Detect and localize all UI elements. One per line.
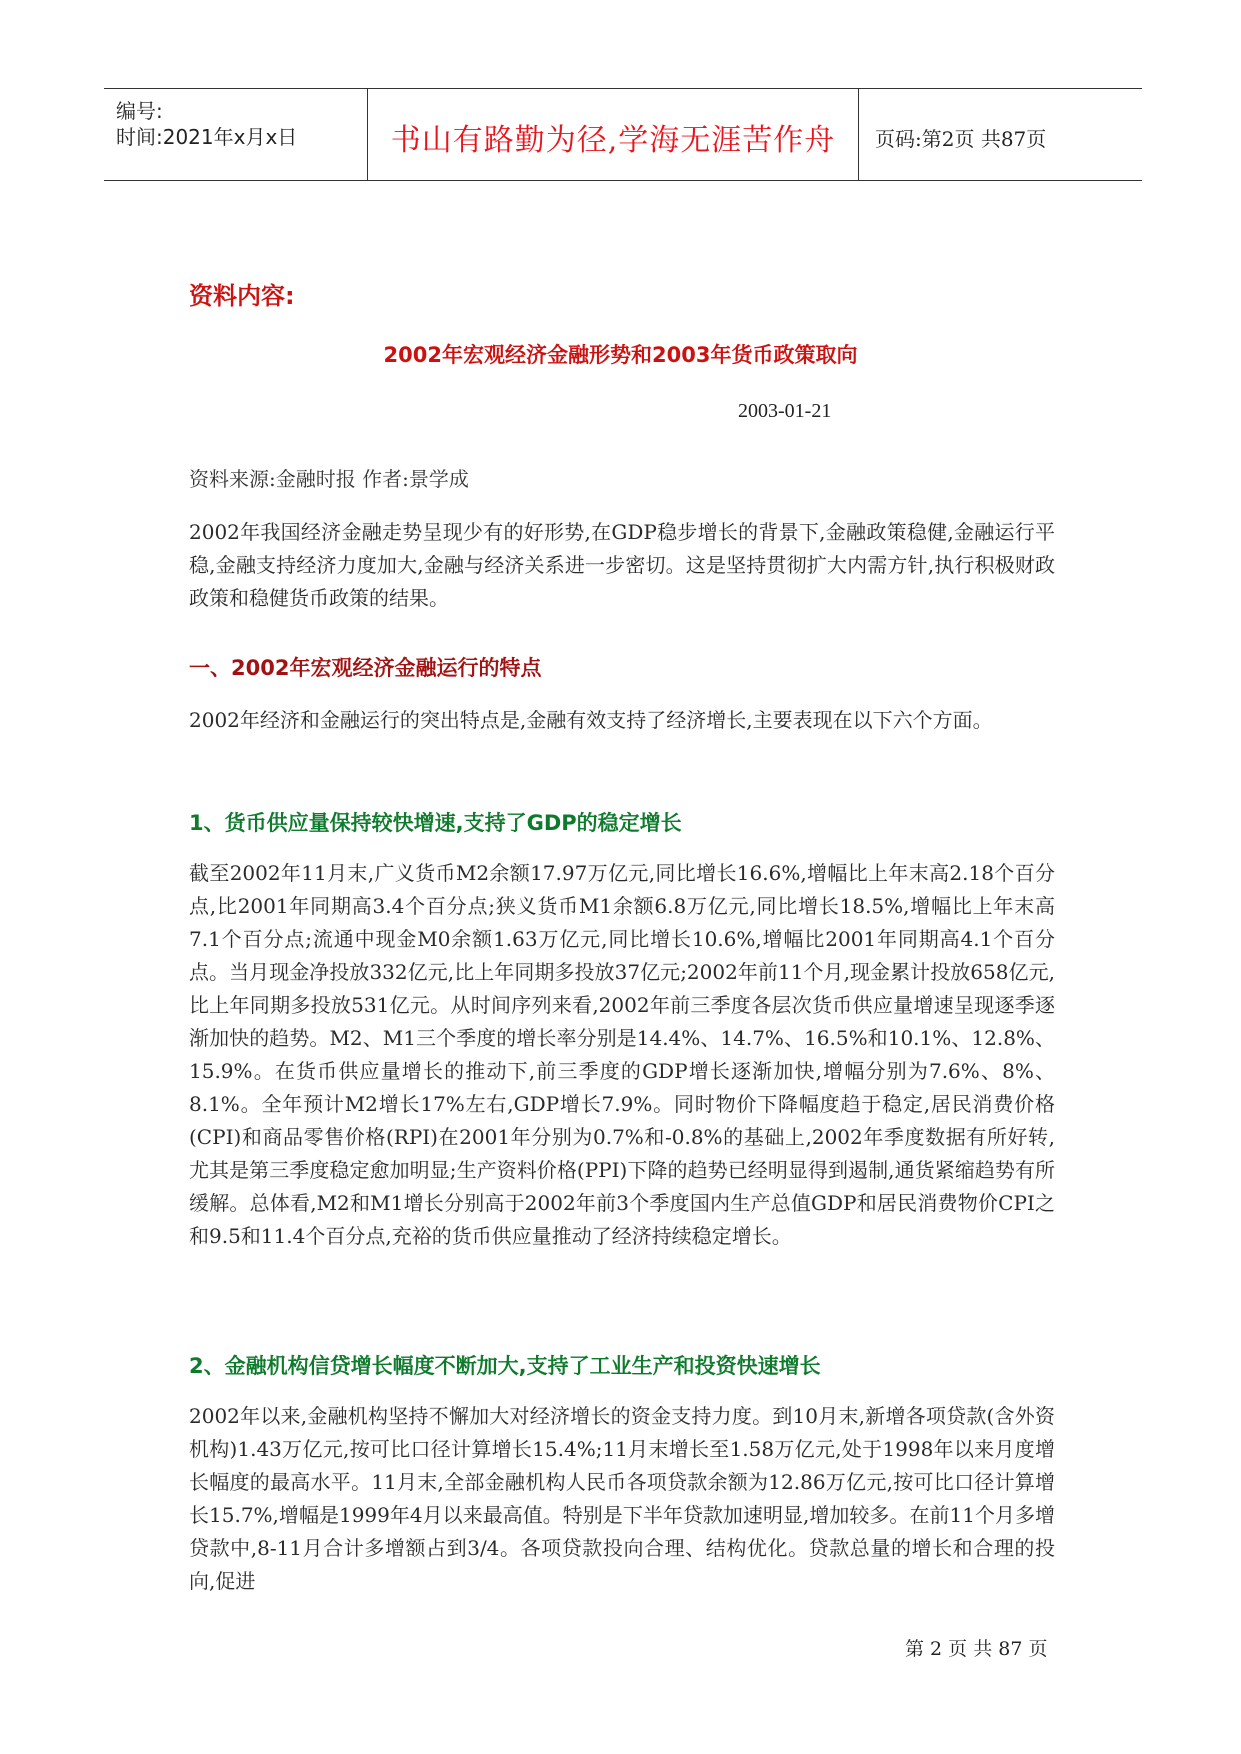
- header-motto-cell: [368, 89, 859, 180]
- header-info-cell: [104, 89, 368, 180]
- subheading-2: 2、金融机构信贷增长幅度不断加大,支持了工业生产和投资快速增长: [189, 1354, 821, 1378]
- intro-paragraph: 2002年我国经济金融走势呈现少有的好形势,在GDP稳步增长的背景下,金融政策稳健,金融运行平稳,金融支持经济力度加大,金融与经济关系进一步密切。这是坚持贯彻扩大内需方针,执行积极财政政策和稳健货币政策的结果。: [189, 520, 1055, 610]
- document-date: 2003-01-21: [738, 400, 832, 422]
- paragraph-1: 2002年经济和金融运行的突出特点是,金融有效支持了经济增长,主要表现在以下六个方面。: [189, 708, 993, 732]
- section-label: 资料内容:: [189, 282, 295, 310]
- page-info: 页码:第2页 共87页: [875, 127, 1047, 151]
- header-page-cell: [859, 89, 1142, 180]
- paragraph-3: 2002年以来,金融机构坚持不懈加大对经济增长的资金支持力度。到10月末,新增各项贷款(含外资机构)1.43万亿元,按可比口径计算增长15.4%;11月末增长至1.58万亿元,处于1998年以来月度增长幅度的最高水平。11月末,全部金融机构人民币各项贷款余额为12.86万亿元,按可比口径计算增长15.7%,增幅是1999年4月以来最高值。特别是下半年贷款加速明显,增加较多。在前11个月多增贷款中,8-11月合计多增额占到3/4。各项贷款投向合理、结构优化。贷款总量的增长和合理的投向,促进: [189, 1404, 1055, 1593]
- heading-1: 一、2002年宏观经济金融运行的特点: [189, 656, 542, 680]
- source-line: 资料来源:金融时报 作者:景学成: [189, 467, 469, 491]
- header-table: [104, 88, 1142, 181]
- page-footer: 第 2 页 共 87 页: [905, 1638, 1048, 1660]
- paragraph-2: 截至2002年11月末,广义货币M2余额17.97万亿元,同比增长16.6%,增幅比上年末高2.18个百分点,比2001年同期高3.4个百分点;狭义货币M1余额6.8万亿元,同比增长18.5%,增幅比上年末高7.1个百分点;流通中现金M0余额1.63万亿元,同比增长10.6%,增幅比2001年同期高4.1个百分点。当月现金净投放332亿元,比上年同期多投放37亿元;2002年前11个月,现金累计投放658亿元,比上年同期多投放531亿元。从时间序列来看,2002年前三季度各层次货币供应量增速呈现逐季逐渐加快的趋势。M2、M1三个季度的增长率分别是14.4%、14.7%、16.5%和10.1%、12.8%、15.9%。在货币供应量增长的推动下,前三季度的GDP增长逐渐加快,增幅分别为7.6%、8%、8.1%。全年预计M2增长17%左右,GDP增长7.9%。同时物价下降幅度趋于稳定,居民消费价格(CPI)和商品零售价格(RPI)在2001年分别为0.7%和-0.8%的基础上,2002年季度数据有所好转,尤其是第三季度稳定愈加明显;生产资料价格(PPI)下降的趋势已经明显得到遏制,通货紧缩趋势有所缓解。总体看,M2和M1增长分别高于2002年前3个季度国内生产总值GDP和居民消费物价CPI之和9.5和11.4个百分点,充裕的货币供应量推动了经济持续稳定增长。: [189, 861, 1055, 1248]
- document-title: 2002年宏观经济金融形势和2003年货币政策取向: [383, 343, 858, 367]
- subheading-1: 1、货币供应量保持较快增速,支持了GDP的稳定增长: [189, 811, 682, 835]
- time-label: 时间:2021年x月x日: [116, 125, 298, 149]
- motto: 书山有路勤为径,学海无涯苦作舟: [390, 123, 836, 158]
- number-label: 编号:: [116, 99, 163, 123]
